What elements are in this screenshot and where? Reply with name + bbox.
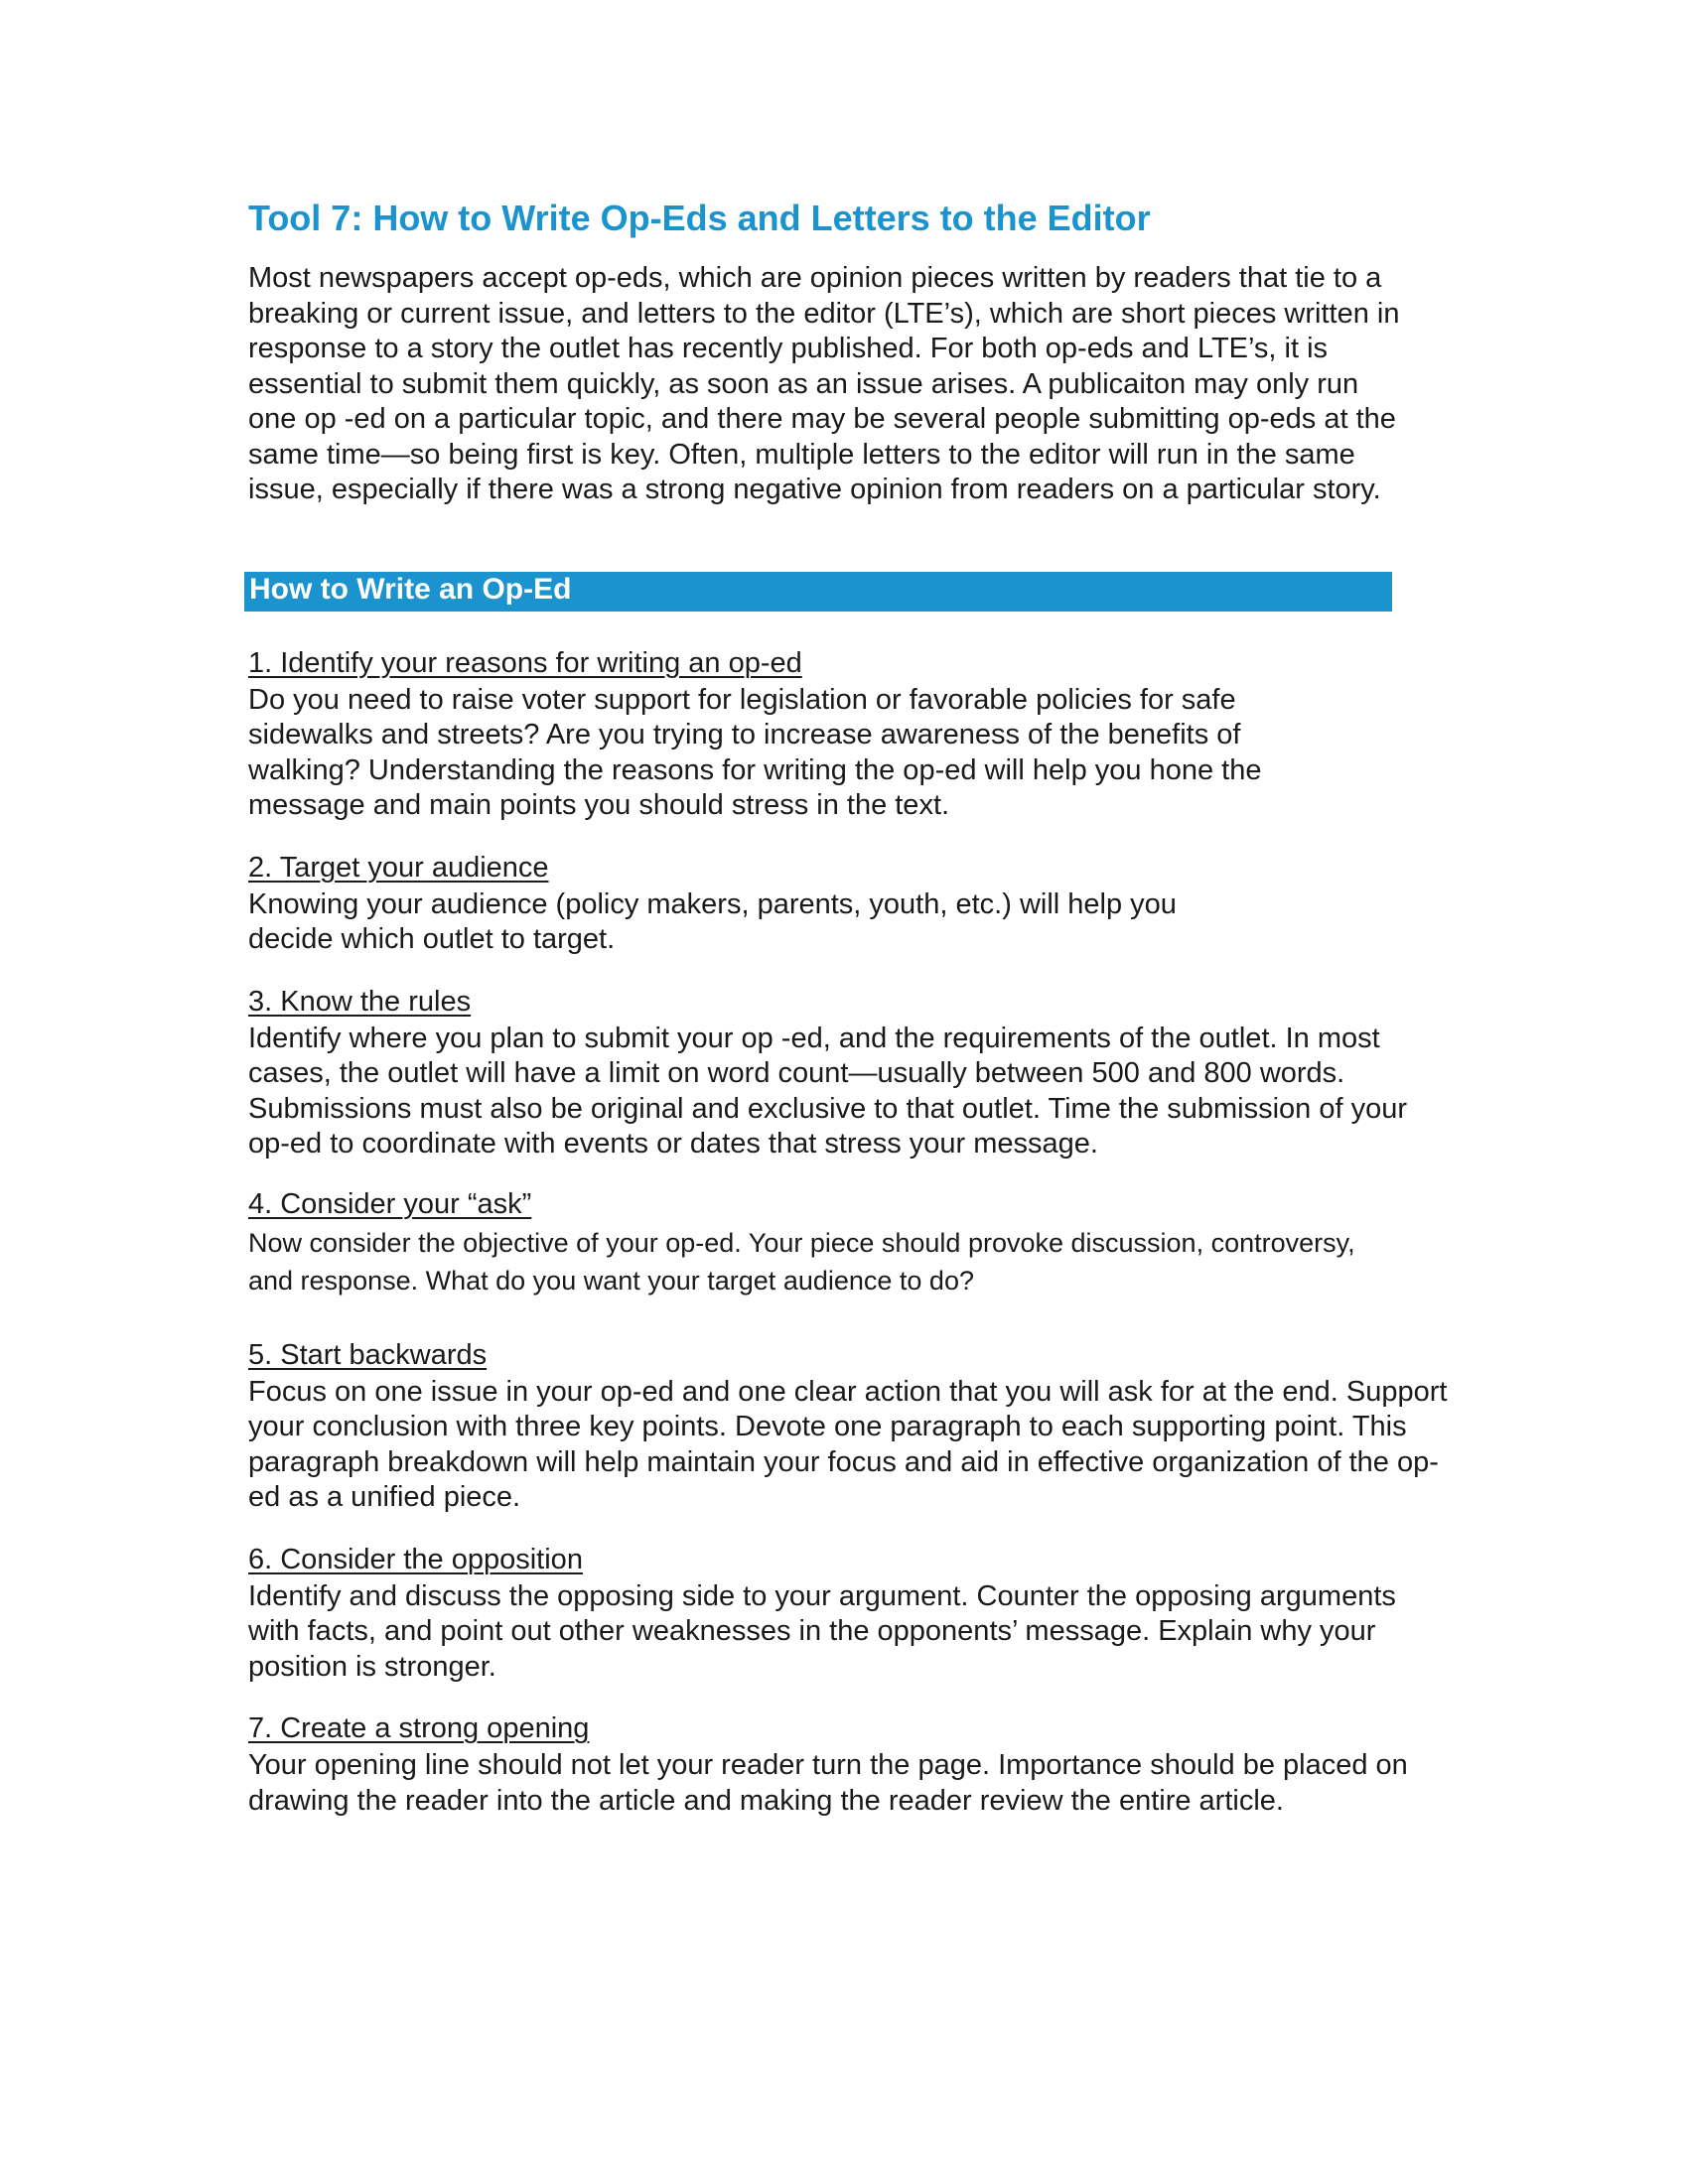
step-item (248, 850, 1450, 958)
step-item (248, 645, 1450, 824)
section-heading: How to Write an Op-Ed (249, 572, 572, 606)
step-body: Do you need to raise voter support for legislation or favorable policies for safe sidewalks and streets? Are you trying to increase awareness of the benefits of walking? Understanding the reasons for writing the op-ed will help you hone the message and main points you should stress in the text. (248, 683, 1262, 821)
step-heading: 6. Consider the opposition (248, 1543, 583, 1575)
step-heading: 2. Target your audience (248, 851, 549, 884)
steps-list (248, 645, 1450, 1820)
intro-paragraph: Most newspapers accept op-eds, which are opinion pieces written by readers that tie to a breaking or current issue, and letters to the editor (LTE’s), which are short pieces written in response to a story the outlet has recently published. For both op-eds and LTE’s, it is essential to submit them quickly, as soon as an issue arises. A publicaiton may only run one op -ed on a particular topic, and there may be several people submitting op-eds at the same time—so being first is key. Often, multiple letters to the editor will run in the same issue, especially if there was a strong negative opinion from readers on a particular story. (248, 262, 1400, 505)
step-body: Identify and discuss the opposing side to your argument. Counter the opposing arguments with facts, and point out other weaknesses in the opponents’ message. Explain why your position is stronger. (248, 1579, 1396, 1683)
step-body: Now consider the objective of your op-ed. Your piece should provoke discussion, controversy, and response. What do you want your target audience to do? (248, 1227, 1355, 1296)
step-heading: 4. Consider your “ask” (248, 1187, 532, 1220)
step-body: Your opening line should not let your reader turn the page. Importance should be placed on drawing the reader into the article and making the reader review the entire article. (248, 1749, 1408, 1817)
step-item (248, 984, 1450, 1162)
step-item (248, 1542, 1450, 1686)
step-heading: 3. Know the rules (248, 985, 472, 1018)
step-item (248, 1337, 1450, 1516)
document-page (248, 194, 1450, 1819)
step-heading: 5. Start backwards (248, 1338, 488, 1371)
step-body: Focus on one issue in your op-ed and one clear action that you will ask for at the end. Support your conclusion with three key points. Devote one paragraph to each supporting point. This paragraph breakdown will help maintain your focus and aid in effective organization of the op-ed as a unified piece. (248, 1375, 1448, 1513)
section-heading-bar (244, 572, 1392, 612)
step-heading: 7. Create a strong opening (248, 1712, 590, 1744)
step-body: Identify where you plan to submit your op -ed, and the requirements of the outlet. In most cases, the outlet will have a limit on word count—usually between 500 and 800 words. Submissions must also be original and exclusive to that outlet. Time the submission of your op-ed to coordinate with events or dates that stress your message. (248, 1022, 1408, 1160)
step-item (248, 1186, 1450, 1299)
step-body: Knowing your audience (policy makers, parents, youth, etc.) will help you decide which outlet to target. (248, 887, 1177, 955)
step-item (248, 1710, 1450, 1819)
document-title: Tool 7: How to Write Op-Eds and Letters to the Editor (248, 198, 1151, 238)
step-heading: 1. Identify your reasons for writing an op-ed (248, 646, 802, 679)
